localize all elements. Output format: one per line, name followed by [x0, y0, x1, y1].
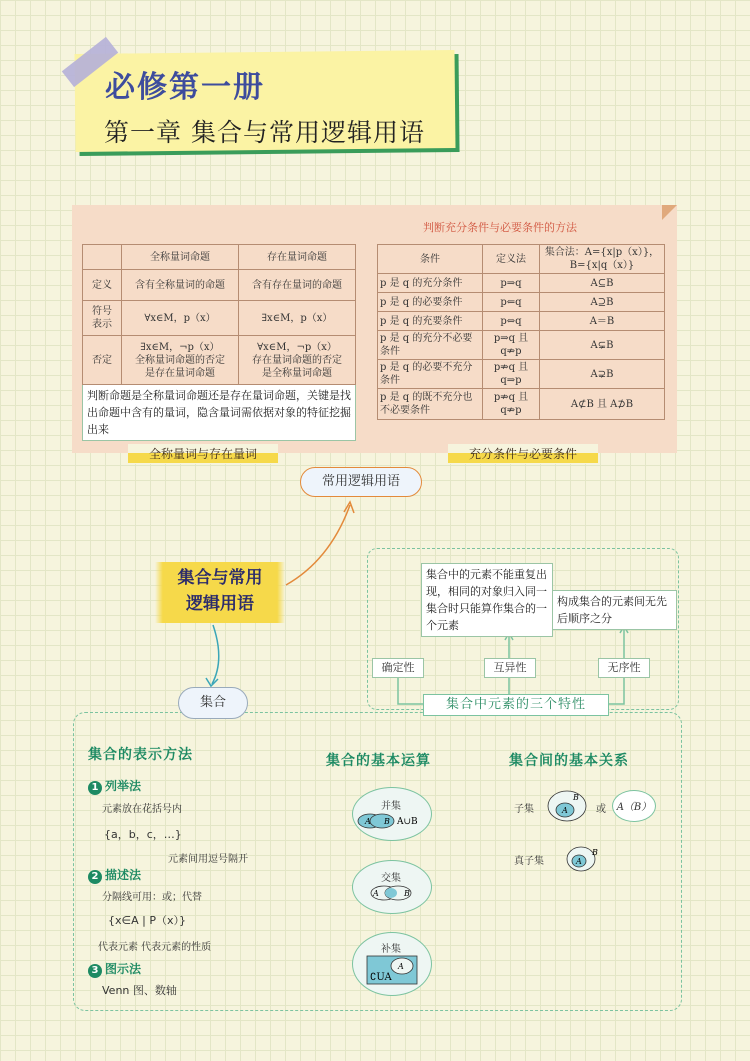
trait-distinct: 互异性: [484, 658, 536, 678]
union-a: A: [365, 817, 371, 826]
table-cell: ∀x∈M，p（x）: [122, 301, 239, 336]
table-header-cell: 全称量词命题: [122, 245, 239, 270]
representation-title: 集合的表示方法: [88, 747, 193, 763]
diagram-tools: Venn 图、数轴: [102, 984, 177, 997]
subset-label: 子集: [514, 804, 534, 815]
center-line-2: 逻辑用语: [186, 594, 254, 614]
traits-title: 集合中元素的三个特性: [423, 694, 609, 716]
table-cell: A⊋B: [540, 360, 665, 389]
intersection-label: 交集: [381, 873, 401, 884]
complement-venn-icon: [366, 955, 418, 985]
method-diagram: [88, 960, 141, 978]
table-header-cell: 存在量词命题: [239, 245, 356, 270]
logic-node: 常用逻辑用语: [300, 467, 422, 497]
enum-example: {a，b，c，…}: [104, 828, 182, 841]
table-cell: p 是 q 的必要条件: [378, 293, 483, 312]
union-b: B: [384, 817, 390, 826]
condition-label: 充分条件与必要条件: [448, 444, 598, 464]
unordered-note: 构成集合的元素间无先后顺序之分: [552, 590, 677, 630]
union-symbol: A∪B: [397, 817, 418, 827]
table-cell: 否定: [83, 336, 122, 385]
proper-b: B: [592, 848, 598, 857]
description-label: 描述法: [105, 868, 142, 882]
inter-a: A: [373, 889, 379, 898]
inter-b: B: [404, 889, 410, 898]
proper-subset-label: 真子集: [514, 856, 544, 867]
table-cell: 符号 表示: [83, 301, 122, 336]
distinct-note: 集合中的元素不能重复出现，相同的对象归入同一集合时只能算作集合的一个元素: [421, 563, 553, 637]
complement-label: 补集: [381, 944, 401, 955]
table-header-cell: 集合法：A={x|p（x）}，B={x|q（x）}: [540, 245, 665, 274]
chapter-title: 第一章 集合与常用逻辑用语: [104, 118, 425, 147]
intersection-venn-icon: [368, 884, 418, 902]
desc-example: {x∈A | P（x）}: [108, 914, 186, 927]
quantifier-label: 全称量词与存在量词: [128, 444, 278, 464]
table-cell: ∀x∈M，¬p（x） 存在量词命题的否定 是全称量词命题: [239, 336, 356, 385]
equal-set-label: A（B）: [616, 802, 652, 813]
table-cell: ∃x∈M，¬p（x） 全称量词命题的否定 是存在量词命题: [122, 336, 239, 385]
table-cell: A⊄B 且 A⊅B: [540, 389, 665, 420]
table-cell: A⊇B: [540, 293, 665, 312]
desc-separator-note: 分隔线可用：或；代替: [102, 892, 202, 903]
center-node: [155, 562, 285, 623]
table-cell: p 是 q 的充分不必要条件: [378, 331, 483, 360]
table-cell: p⇒q 且 q⇏p: [483, 331, 540, 360]
proper-subset-venn-icon: [563, 843, 603, 873]
table-header-cell: 定义法: [483, 245, 540, 274]
book-title: 必修第一册: [105, 70, 265, 105]
method-enumeration: [88, 777, 141, 795]
table-cell: 定义: [83, 270, 122, 301]
table-cell: A＝B: [540, 312, 665, 331]
table-cell: p⇏q 且 q⇏p: [483, 389, 540, 420]
subset-b: B: [573, 793, 579, 802]
table-cell: p⇏q 且 q⇒p: [483, 360, 540, 389]
number-1-icon: 1: [88, 781, 102, 795]
union-venn-icon: [356, 812, 426, 830]
table-cell: p⇐q: [483, 293, 540, 312]
center-line-1: 集合与常用: [177, 568, 263, 588]
table-cell: p 是 q 的充要条件: [378, 312, 483, 331]
table-cell: p⇔q: [483, 312, 540, 331]
or-label: 或: [596, 804, 606, 815]
proper-a: A: [576, 857, 582, 866]
table-cell: ∃x∈M，p（x）: [239, 301, 356, 336]
relations-title: 集合间的基本关系: [509, 753, 629, 769]
trait-unordered: 无序性: [598, 658, 650, 678]
union-label: 并集: [381, 801, 401, 812]
number-2-icon: 2: [88, 870, 102, 884]
table-cell: A⊆B: [540, 274, 665, 293]
subset-venn-icon: [545, 788, 591, 824]
table-cell: p⇒q: [483, 274, 540, 293]
desc-meaning: 代表元素 代表元素的性质: [98, 942, 212, 953]
subset-a: A: [562, 806, 568, 815]
enum-braces-note: 元素放在花括号内: [102, 804, 182, 815]
method-description: [88, 866, 141, 884]
condition-method-title: 判断充分条件与必要条件的方法: [423, 221, 577, 234]
number-3-icon: 3: [88, 964, 102, 978]
table-note-cell: 判断命题是全称量词命题还是存在量词命题，关键是找出命题中含有的量词，隐含量词需依据对象的特征挖掘出来: [83, 385, 356, 441]
operations-title: 集合的基本运算: [326, 753, 431, 769]
table-cell: A⊊B: [540, 331, 665, 360]
comp-symbol: ∁UA: [370, 972, 392, 983]
comp-a: A: [398, 962, 404, 971]
trait-determinate: 确定性: [372, 658, 424, 678]
table-cell: p 是 q 的既不充分也不必要条件: [378, 389, 483, 420]
table-cell: 含有存在量词的命题: [239, 270, 356, 301]
table-cell: 含有全称量词的命题: [122, 270, 239, 301]
table-cell: p 是 q 的必要不充分条件: [378, 360, 483, 389]
table-cell: p 是 q 的充分条件: [378, 274, 483, 293]
table-header-cell: 条件: [378, 245, 483, 274]
diagram-label: 图示法: [105, 962, 142, 976]
set-node: 集合: [178, 687, 248, 719]
enumeration-label: 列举法: [105, 779, 142, 793]
enum-comma-note: 元素间用逗号隔开: [168, 854, 248, 865]
